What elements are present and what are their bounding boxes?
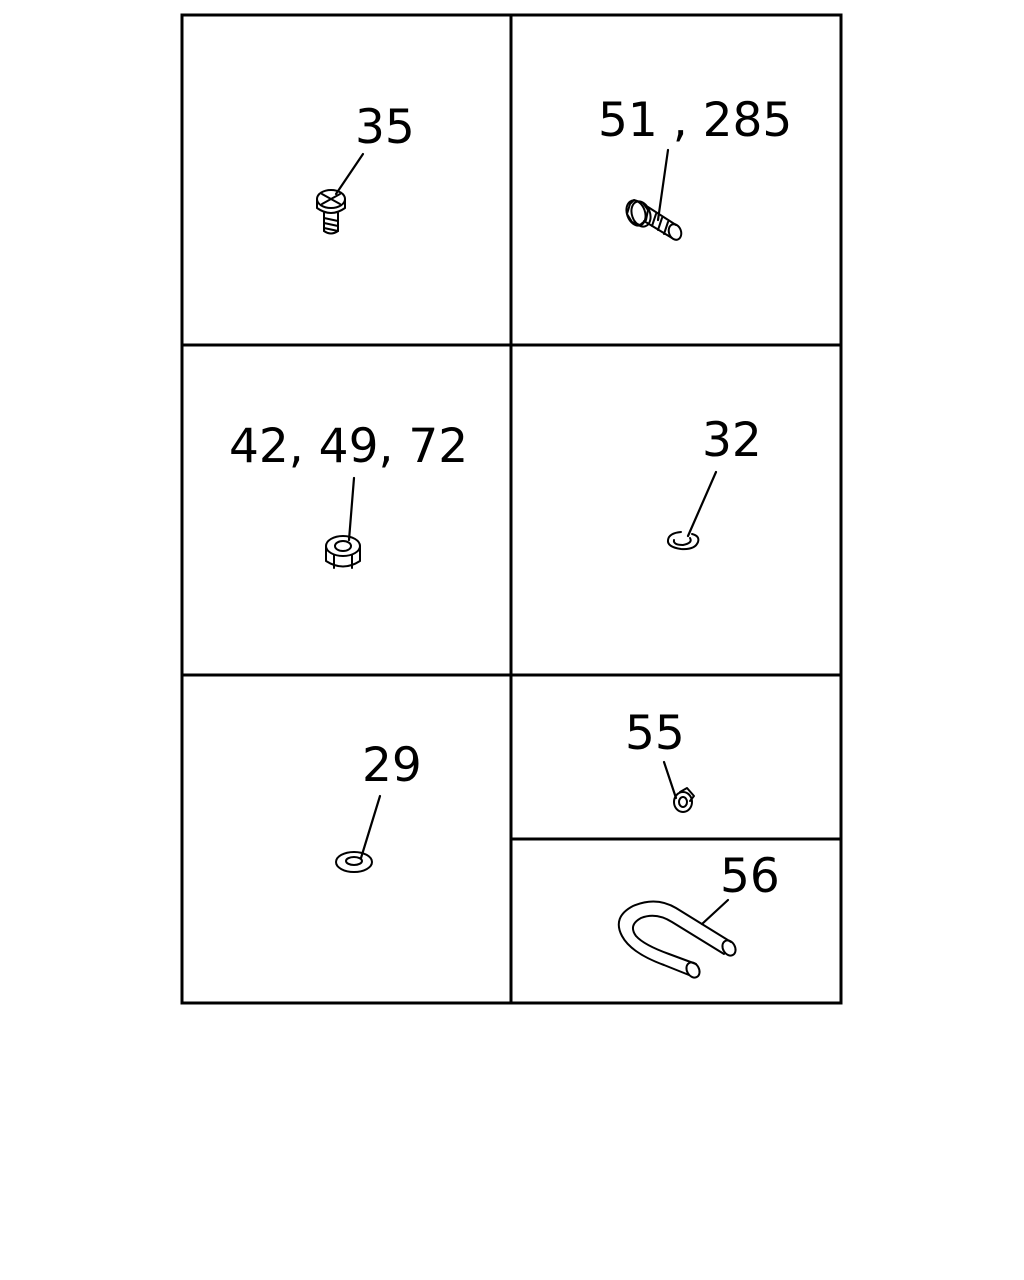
callout-55: 55 <box>625 706 685 761</box>
screw-icon <box>317 190 345 234</box>
cell-washer <box>336 738 422 872</box>
callout-32: 32 <box>702 413 762 468</box>
leader-line-56 <box>702 900 728 924</box>
leader-line-51-285 <box>658 150 668 220</box>
callout-35: 35 <box>355 100 415 155</box>
cell-e-ring <box>668 413 762 549</box>
u-bend-pipe-icon <box>619 901 738 979</box>
leader-line-32 <box>688 472 716 536</box>
leader-line-42-49-72 <box>349 478 354 540</box>
e-ring-clip-icon <box>668 532 698 549</box>
callout-56: 56 <box>720 849 780 904</box>
callout-29: 29 <box>362 738 422 793</box>
cell-u-bend-pipe <box>619 849 780 980</box>
flat-washer-icon <box>336 852 372 872</box>
leader-line-35 <box>336 154 363 194</box>
flange-bolt-icon <box>623 198 683 242</box>
hex-nut-icon <box>326 536 360 568</box>
hose-clamp-icon <box>674 788 694 812</box>
cell-hex-nut <box>229 419 468 568</box>
leader-line-55 <box>664 762 676 798</box>
callout-42-49-72: 42, 49, 72 <box>229 419 469 474</box>
cell-screw <box>317 100 415 234</box>
cell-clamp <box>625 706 694 812</box>
leader-line-29 <box>361 796 380 858</box>
callout-51-285: 51 , 285 <box>598 93 793 148</box>
cell-flange-bolt <box>598 93 792 242</box>
